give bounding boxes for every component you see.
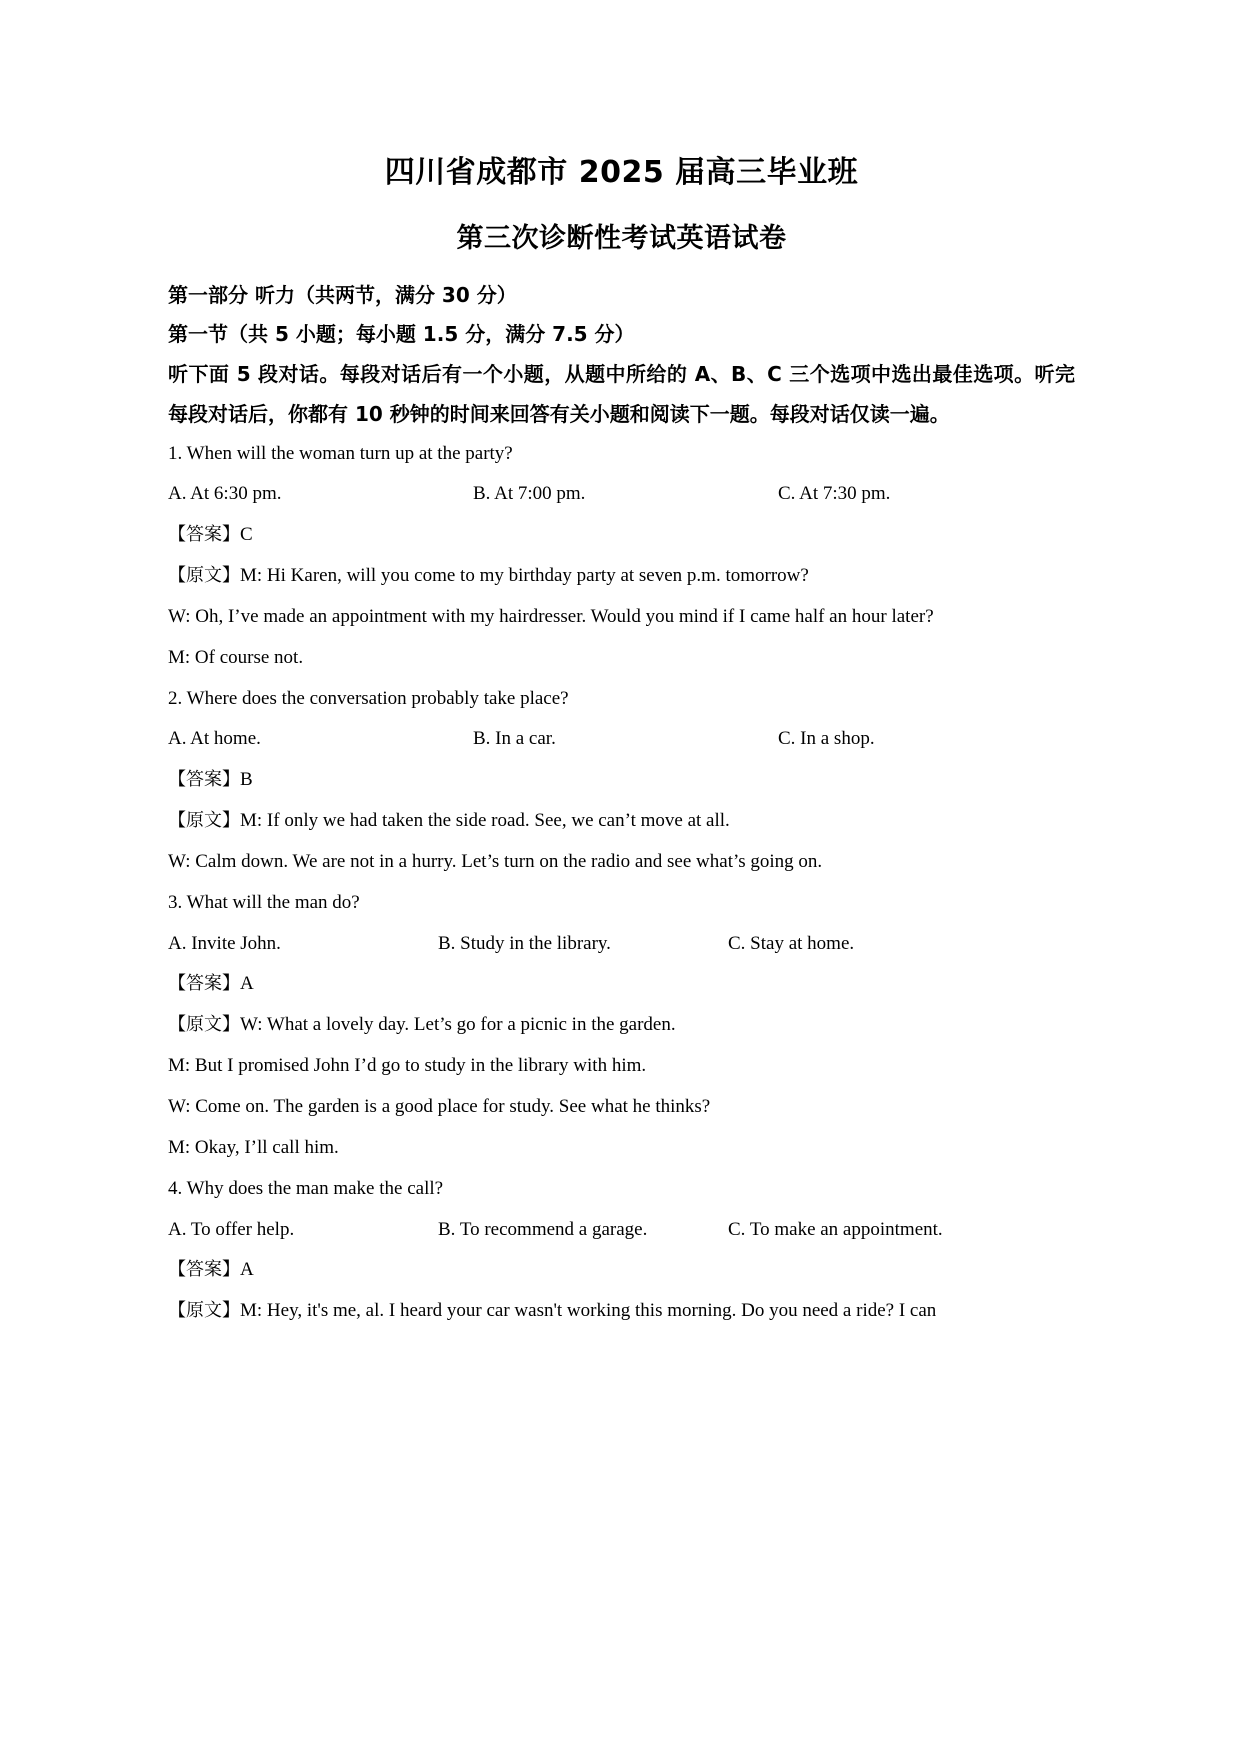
- option-a[interactable]: A. Invite John.: [168, 932, 281, 954]
- option-c[interactable]: C. To make an appointment.: [728, 1218, 943, 1240]
- script-line: [168, 801, 1075, 842]
- question-stem: 4. Why does the man make the call?: [168, 1177, 444, 1199]
- question-stem: 1. When will the woman turn up at the party?: [168, 442, 513, 464]
- script-line: [168, 1291, 1075, 1332]
- script-line: [168, 1005, 1075, 1046]
- answer-line: [168, 1250, 1075, 1291]
- script-text: M: If only we had taken the side road. See, we can’t move at all.: [240, 810, 730, 832]
- listening-instructions: 听下面 5 段对话。每段对话后有一个小题，从题中所给的 A、B、C 三个选项中选出最佳选项。听完每段对话后，你都有 10 秒钟的时间来回答有关小题和阅读下一题。每段对话仅读一遍。: [168, 361, 1075, 426]
- answer-line: [168, 760, 1075, 801]
- option-c[interactable]: C. In a shop.: [778, 728, 875, 750]
- title-gap: [168, 260, 1075, 276]
- page-subtitle: 第三次诊断性考试英语试卷: [456, 223, 787, 254]
- option-a[interactable]: A. To offer help.: [168, 1218, 295, 1240]
- script-label: 【原文】: [168, 1014, 240, 1036]
- answer-line: [168, 964, 1075, 1005]
- script-line: M: Of course not.: [168, 646, 304, 668]
- script-line: M: Okay, I’ll call him.: [168, 1136, 339, 1158]
- option-b[interactable]: B. At 7:00 pm.: [473, 483, 586, 505]
- option-a[interactable]: A. At home.: [168, 728, 261, 750]
- script-line: W: Calm down. We are not in a hurry. Let’s turn on the radio and see what’s going on.: [168, 850, 823, 872]
- question-options: [168, 474, 1075, 515]
- option-b[interactable]: B. To recommend a garage.: [438, 1218, 648, 1240]
- title-block: [168, 150, 1075, 260]
- option-a[interactable]: A. At 6:30 pm.: [168, 483, 282, 505]
- question-stem: 3. What will the man do?: [168, 891, 360, 913]
- answer-label: 【答案】: [168, 769, 240, 791]
- question-options: [168, 924, 1075, 965]
- page-title: 四川省成都市 2025 届高三毕业班: [384, 155, 859, 190]
- answer-value: A: [240, 973, 254, 995]
- script-text: W: What a lovely day. Let’s go for a picnic in the garden.: [240, 1014, 676, 1036]
- question-options: [168, 719, 1075, 760]
- answer-label: 【答案】: [168, 1259, 240, 1281]
- script-label: 【原文】: [168, 565, 240, 587]
- option-c[interactable]: C. Stay at home.: [728, 932, 855, 954]
- answer-label: 【答案】: [168, 524, 240, 546]
- option-b[interactable]: B. Study in the library.: [438, 932, 611, 954]
- option-c[interactable]: C. At 7:30 pm.: [778, 483, 891, 505]
- question-options: [168, 1210, 1075, 1251]
- script-label: 【原文】: [168, 1300, 240, 1322]
- script-line: [168, 556, 1075, 597]
- answer-line: [168, 515, 1075, 556]
- option-b[interactable]: B. In a car.: [473, 728, 556, 750]
- answer-value: B: [240, 769, 253, 791]
- script-line: W: Oh, I’ve made an appointment with my hairdresser. Would you mind if I came half an hour later?: [168, 605, 934, 627]
- script-line: M: But I promised John I’d go to study in the library with him.: [168, 1055, 647, 1077]
- script-text: M: Hey, it's me, al. I heard your car wasn't working this morning. Do you need a ride? I can: [240, 1300, 937, 1322]
- script-label: 【原文】: [168, 810, 240, 832]
- answer-value: A: [240, 1259, 254, 1281]
- part-one-heading: 第一部分 听力（共两节，满分 30 分）: [168, 282, 517, 307]
- question-stem: 2. Where does the conversation probably take place?: [168, 687, 569, 709]
- script-line: W: Come on. The garden is a good place for study. See what he thinks?: [168, 1096, 711, 1117]
- script-text: M: Hi Karen, will you come to my birthday party at seven p.m. tomorrow?: [240, 565, 809, 587]
- answer-value: C: [240, 524, 253, 546]
- answer-label: 【答案】: [168, 973, 240, 995]
- section-one-heading: 第一节（共 5 小题；每小题 1.5 分，满分 7.5 分）: [168, 321, 635, 346]
